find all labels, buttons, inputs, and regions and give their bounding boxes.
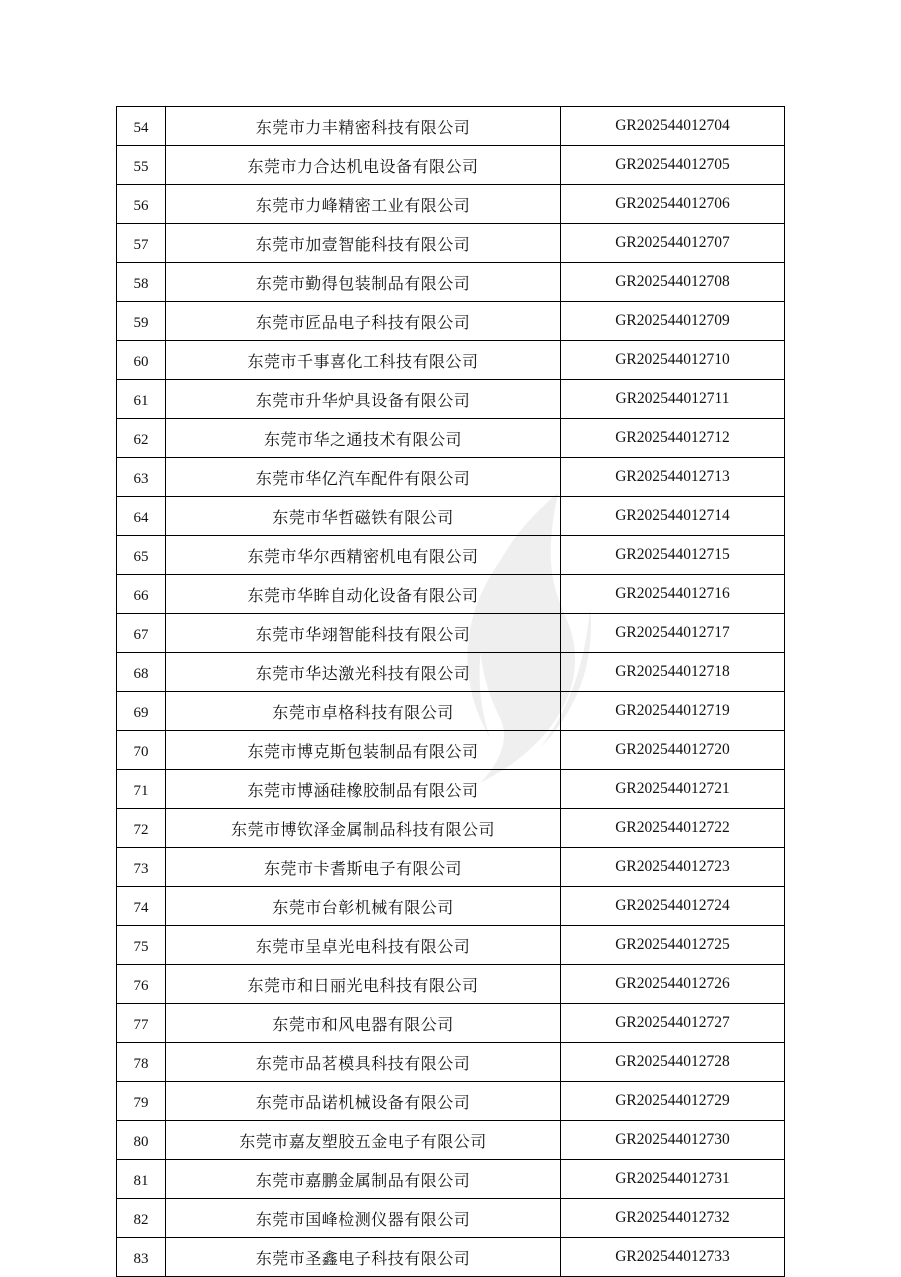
table-row bbox=[117, 263, 785, 302]
row-number: 59 bbox=[117, 302, 166, 341]
table-row bbox=[117, 419, 785, 458]
row-number: 68 bbox=[117, 653, 166, 692]
company-name: 东莞市呈卓光电科技有限公司 bbox=[166, 926, 561, 965]
company-name: 东莞市嘉友塑胶五金电子有限公司 bbox=[166, 1121, 561, 1160]
company-name: 东莞市品茗模具科技有限公司 bbox=[166, 1043, 561, 1082]
certificate-number: GR202544012731 bbox=[561, 1160, 785, 1199]
table-row bbox=[117, 380, 785, 419]
company-name: 东莞市华哲磁铁有限公司 bbox=[166, 497, 561, 536]
certificate-number: GR202544012720 bbox=[561, 731, 785, 770]
company-name: 东莞市卡耆斯电子有限公司 bbox=[166, 848, 561, 887]
certificate-number: GR202544012717 bbox=[561, 614, 785, 653]
row-number: 56 bbox=[117, 185, 166, 224]
company-name: 东莞市嘉鹏金属制品有限公司 bbox=[166, 1160, 561, 1199]
certificate-number: GR202544012718 bbox=[561, 653, 785, 692]
table-row bbox=[117, 1043, 785, 1082]
certificate-number: GR202544012714 bbox=[561, 497, 785, 536]
row-number: 72 bbox=[117, 809, 166, 848]
row-number: 65 bbox=[117, 536, 166, 575]
table-row bbox=[117, 536, 785, 575]
company-name: 东莞市华亿汽车配件有限公司 bbox=[166, 458, 561, 497]
table-row bbox=[117, 575, 785, 614]
certificate-number: GR202544012733 bbox=[561, 1238, 785, 1277]
table-row bbox=[117, 497, 785, 536]
row-number: 63 bbox=[117, 458, 166, 497]
table-row bbox=[117, 965, 785, 1004]
company-name: 东莞市加壹智能科技有限公司 bbox=[166, 224, 561, 263]
certificate-number: GR202544012707 bbox=[561, 224, 785, 263]
certificate-number: GR202544012722 bbox=[561, 809, 785, 848]
certificate-number: GR202544012724 bbox=[561, 887, 785, 926]
row-number: 67 bbox=[117, 614, 166, 653]
company-name: 东莞市华之通技术有限公司 bbox=[166, 419, 561, 458]
certificate-number: GR202544012713 bbox=[561, 458, 785, 497]
certificate-number: GR202544012727 bbox=[561, 1004, 785, 1043]
table-row bbox=[117, 1199, 785, 1238]
certificate-number: GR202544012710 bbox=[561, 341, 785, 380]
row-number: 60 bbox=[117, 341, 166, 380]
company-name: 东莞市力合达机电设备有限公司 bbox=[166, 146, 561, 185]
company-name: 东莞市华眸自动化设备有限公司 bbox=[166, 575, 561, 614]
row-number: 64 bbox=[117, 497, 166, 536]
table-row bbox=[117, 809, 785, 848]
row-number: 69 bbox=[117, 692, 166, 731]
company-name: 东莞市匠品电子科技有限公司 bbox=[166, 302, 561, 341]
table-row bbox=[117, 1160, 785, 1199]
company-name: 东莞市华翊智能科技有限公司 bbox=[166, 614, 561, 653]
table-row bbox=[117, 887, 785, 926]
company-name: 东莞市力丰精密科技有限公司 bbox=[166, 107, 561, 146]
row-number: 58 bbox=[117, 263, 166, 302]
company-name: 东莞市国峰检测仪器有限公司 bbox=[166, 1199, 561, 1238]
certificate-number: GR202544012730 bbox=[561, 1121, 785, 1160]
table-row bbox=[117, 926, 785, 965]
company-name: 东莞市台彰机械有限公司 bbox=[166, 887, 561, 926]
certificate-number: GR202544012705 bbox=[561, 146, 785, 185]
row-number: 76 bbox=[117, 965, 166, 1004]
table-row bbox=[117, 107, 785, 146]
row-number: 66 bbox=[117, 575, 166, 614]
row-number: 73 bbox=[117, 848, 166, 887]
row-number: 61 bbox=[117, 380, 166, 419]
table-row bbox=[117, 224, 785, 263]
table-row bbox=[117, 1082, 785, 1121]
table-row bbox=[117, 146, 785, 185]
certificate-number: GR202544012729 bbox=[561, 1082, 785, 1121]
row-number: 62 bbox=[117, 419, 166, 458]
table-row bbox=[117, 653, 785, 692]
row-number: 74 bbox=[117, 887, 166, 926]
certificate-number: GR202544012708 bbox=[561, 263, 785, 302]
table-row bbox=[117, 731, 785, 770]
company-name: 东莞市品诺机械设备有限公司 bbox=[166, 1082, 561, 1121]
certificate-number: GR202544012732 bbox=[561, 1199, 785, 1238]
company-name: 东莞市博克斯包装制品有限公司 bbox=[166, 731, 561, 770]
company-name: 东莞市力峰精密工业有限公司 bbox=[166, 185, 561, 224]
company-name: 东莞市升华炉具设备有限公司 bbox=[166, 380, 561, 419]
row-number: 71 bbox=[117, 770, 166, 809]
table-row bbox=[117, 458, 785, 497]
row-number: 57 bbox=[117, 224, 166, 263]
row-number: 75 bbox=[117, 926, 166, 965]
row-number: 70 bbox=[117, 731, 166, 770]
certificate-number: GR202544012719 bbox=[561, 692, 785, 731]
row-number: 81 bbox=[117, 1160, 166, 1199]
certificate-number: GR202544012706 bbox=[561, 185, 785, 224]
table-row bbox=[117, 185, 785, 224]
certificate-number: GR202544012726 bbox=[561, 965, 785, 1004]
certificate-number: GR202544012728 bbox=[561, 1043, 785, 1082]
certificate-number: GR202544012704 bbox=[561, 107, 785, 146]
row-number: 79 bbox=[117, 1082, 166, 1121]
company-name: 东莞市和风电器有限公司 bbox=[166, 1004, 561, 1043]
row-number: 83 bbox=[117, 1238, 166, 1277]
company-name: 东莞市博钦泽金属制品科技有限公司 bbox=[166, 809, 561, 848]
table-row bbox=[117, 1004, 785, 1043]
certificate-number: GR202544012716 bbox=[561, 575, 785, 614]
table-row bbox=[117, 1238, 785, 1277]
table-row bbox=[117, 1121, 785, 1160]
certified-company-table bbox=[116, 106, 785, 1277]
certificate-number: GR202544012709 bbox=[561, 302, 785, 341]
row-number: 82 bbox=[117, 1199, 166, 1238]
row-number: 77 bbox=[117, 1004, 166, 1043]
row-number: 80 bbox=[117, 1121, 166, 1160]
company-name: 东莞市圣鑫电子科技有限公司 bbox=[166, 1238, 561, 1277]
table-row bbox=[117, 302, 785, 341]
certificate-number: GR202544012725 bbox=[561, 926, 785, 965]
table-row bbox=[117, 770, 785, 809]
certificate-number: GR202544012712 bbox=[561, 419, 785, 458]
certificate-number: GR202544012721 bbox=[561, 770, 785, 809]
certificate-number: GR202544012715 bbox=[561, 536, 785, 575]
table-row bbox=[117, 341, 785, 380]
company-name: 东莞市华尔西精密机电有限公司 bbox=[166, 536, 561, 575]
row-number: 78 bbox=[117, 1043, 166, 1082]
company-name: 东莞市卓格科技有限公司 bbox=[166, 692, 561, 731]
row-number: 55 bbox=[117, 146, 166, 185]
company-name: 东莞市勤得包装制品有限公司 bbox=[166, 263, 561, 302]
table-row bbox=[117, 848, 785, 887]
company-name: 东莞市千事喜化工科技有限公司 bbox=[166, 341, 561, 380]
certificate-number: GR202544012711 bbox=[561, 380, 785, 419]
table-body bbox=[117, 107, 785, 1277]
table-row bbox=[117, 614, 785, 653]
company-name: 东莞市和日丽光电科技有限公司 bbox=[166, 965, 561, 1004]
table-row bbox=[117, 692, 785, 731]
company-name: 东莞市华达激光科技有限公司 bbox=[166, 653, 561, 692]
row-number: 54 bbox=[117, 107, 166, 146]
certificate-number: GR202544012723 bbox=[561, 848, 785, 887]
company-name: 东莞市博涵硅橡胶制品有限公司 bbox=[166, 770, 561, 809]
